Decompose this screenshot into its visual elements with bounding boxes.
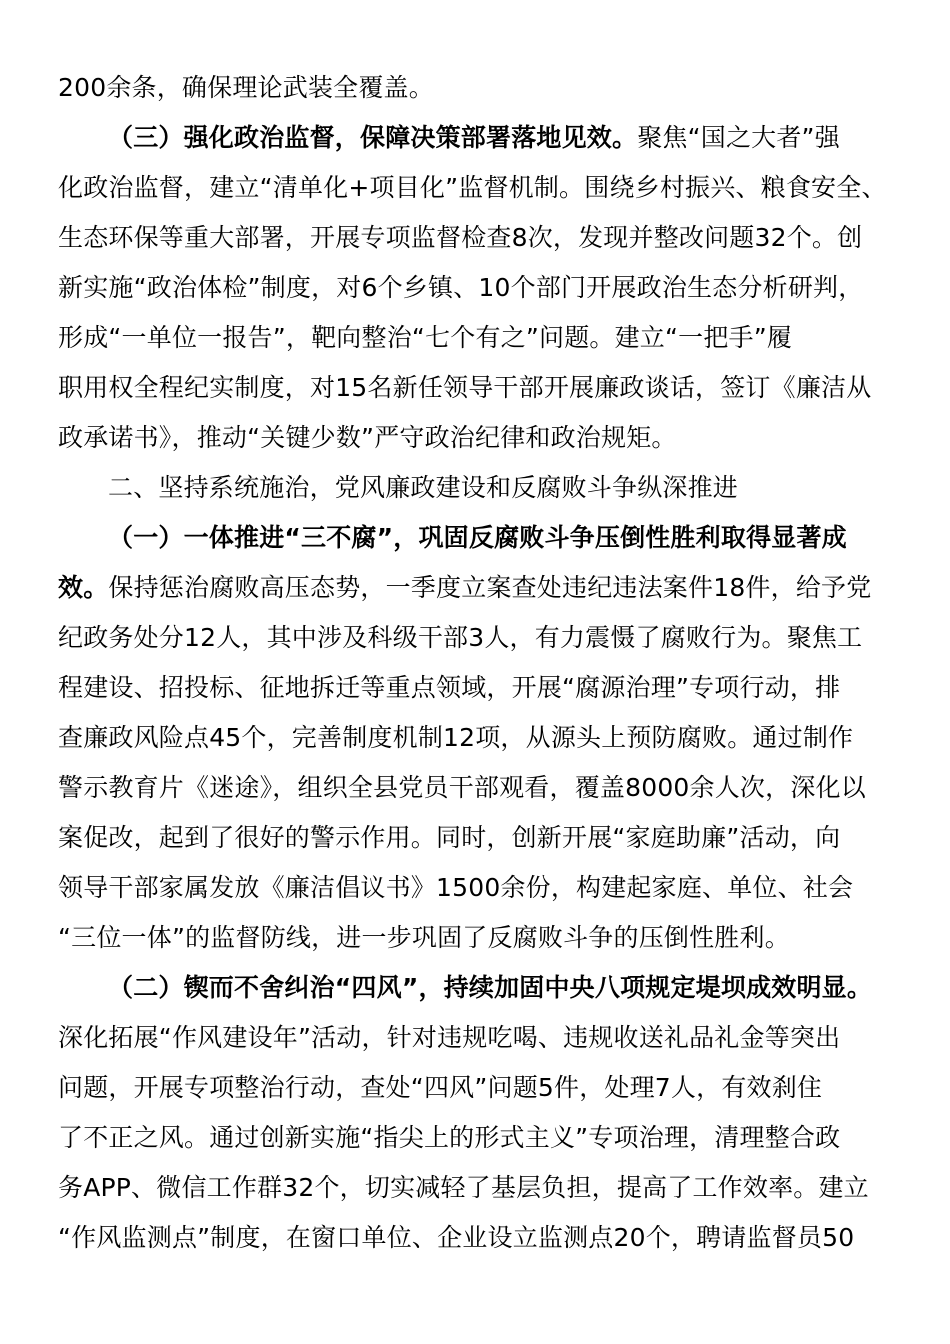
line-text: 务APP、微信工作群32个，切实减轻了基层负担，提高了工作效率。建立 [58, 1173, 869, 1202]
line-text: 问题，开展专项整治行动，查处“四风”问题5件，处理7人，有效刹住 [58, 1073, 823, 1102]
chapter-heading-line [108, 463, 738, 513]
line-text: 保持惩治腐败高压态势，一季度立案查处违纪违法案件18件，给予党 [108, 573, 872, 602]
body-text-line [58, 63, 434, 113]
body-text-line [58, 313, 792, 363]
body-text-line [58, 213, 862, 263]
line-text: 生态环保等重大部署，开展专项监督检查8次，发现并整改问题32个。创 [58, 223, 863, 252]
body-text-line [58, 163, 887, 213]
line-text: “作风监测点”制度，在窗口单位、企业设立监测点20个，聘请监督员50 [58, 1223, 855, 1252]
line-text: 新实施“政治体检”制度，对6个乡镇、10个部门开展政治生态分析研判， [58, 273, 864, 302]
line-text: 职用权全程纪实制度，对15名新任领导干部开展廉政谈话，签订《廉洁从 [58, 373, 872, 402]
section-heading: （一）一体推进“三不腐”，巩固反腐败斗争压倒性胜利取得显著成 [108, 523, 847, 552]
line-text: 领导干部家属发放《廉洁倡议书》1500余份，构建起家庭、单位、社会 [58, 873, 854, 902]
body-text-line [58, 613, 862, 663]
body-text-line [58, 863, 853, 913]
body-text-line [58, 263, 863, 313]
body-text-line [58, 413, 677, 463]
line-text: 化政治监督，建立“清单化+项目化”监督机制。围绕乡村振兴、粮食安全、 [58, 173, 887, 202]
body-text-line [58, 713, 853, 763]
body-text-line [58, 1063, 822, 1113]
body-text-line [58, 1113, 840, 1163]
line-text: 政承诺书》，推动“关键少数”严守政治纪律和政治规矩。 [58, 423, 677, 452]
section-heading-line [108, 963, 872, 1013]
line-text: 了不正之风。通过创新实施“指尖上的形式主义”专项治理，清理整合政 [58, 1123, 841, 1152]
body-text-line [58, 763, 866, 813]
body-text-line [58, 1013, 840, 1063]
body-text-line [58, 1213, 854, 1263]
section-heading: 效。 [58, 573, 109, 602]
section-heading: （三）强化政治监督，保障决策部署落地见效。 [108, 123, 638, 152]
line-text: 深化拓展“作风建设年”活动，针对违规吃喝、违规收送礼品礼金等突出 [58, 1023, 841, 1052]
line-text: 形成“一单位一报告”，靶向整治“七个有之”问题。建立“一把手”履 [58, 323, 793, 352]
body-text-line [58, 913, 790, 963]
line-text: 案促改，起到了很好的警示作用。同时，创新开展“家庭助廉”活动，向 [58, 823, 841, 852]
body-text-line [58, 813, 840, 863]
line-text: 200余条，确保理论武装全覆盖。 [58, 73, 434, 102]
line-text: 警示教育片《迷途》，组织全县党员干部观看，覆盖8000余人次，深化以 [58, 773, 866, 802]
section-heading: （二）锲而不舍纠治“四风”，持续加固中央八项规定堤坝成效明显。 [108, 973, 873, 1002]
body-text-line [58, 1163, 869, 1213]
section-heading-line [108, 513, 847, 563]
section-heading-line [58, 563, 871, 613]
line-text: 程建设、招投标、征地拆迁等重点领域，开展“腐源治理”专项行动，排 [58, 673, 841, 702]
section-heading-line [108, 113, 840, 163]
line-text: 查廉政风险点45个，完善制度机制12项，从源头上预防腐败。通过制作 [58, 723, 854, 752]
line-text: 纪政务处分12人，其中涉及科级干部3人，有力震慑了腐败行为。聚焦工 [58, 623, 863, 652]
body-text-line [58, 363, 871, 413]
chapter-heading: 二、坚持系统施治，党风廉政建设和反腐败斗争纵深推进 [108, 473, 739, 502]
line-text: 聚焦“国之大者”强 [637, 123, 840, 152]
body-text-line [58, 663, 840, 713]
line-text: “三位一体”的监督防线，进一步巩固了反腐败斗争的压倒性胜利。 [58, 923, 790, 952]
